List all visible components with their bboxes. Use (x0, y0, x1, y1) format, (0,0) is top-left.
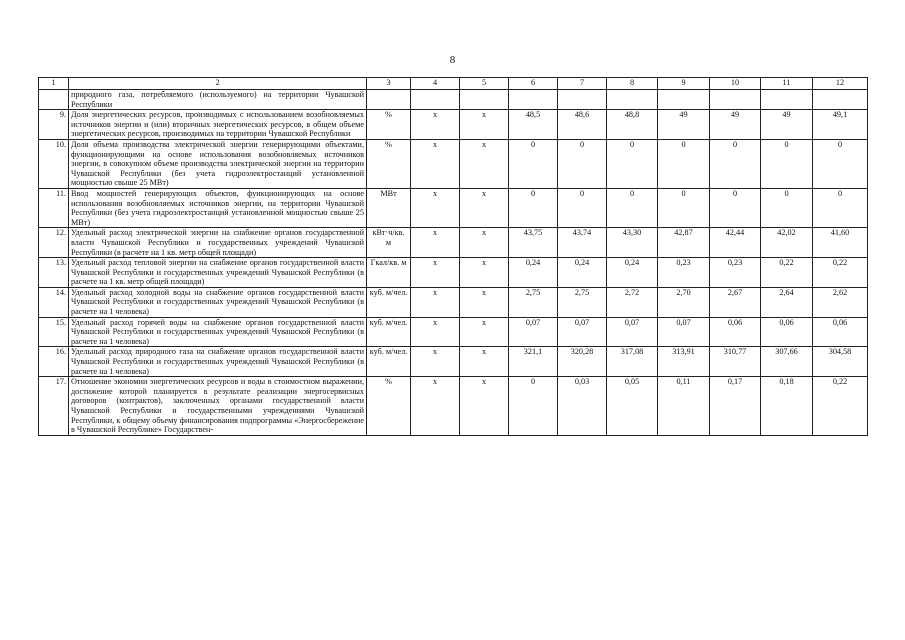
value-cell: 0 (710, 139, 761, 188)
value-cell: 0 (813, 139, 868, 188)
column-header: 7 (558, 78, 607, 90)
row-number: 14. (39, 287, 69, 317)
value-cell: 2,75 (509, 287, 558, 317)
row-number: 15. (39, 317, 69, 347)
row-number: 17. (39, 377, 69, 436)
unit-cell (367, 90, 411, 110)
value-cell: 0,07 (558, 317, 607, 347)
indicator-name: Доля энергетических ресурсов, производимых с использованием возобновляемых источников энергии и (или) вторичных энергетических ресурсов, в общем объеме энергетических ресурсов, производимых на территории Чувашской Республики (69, 110, 367, 140)
value-cell: 0,17 (710, 377, 761, 436)
value-cell: x (460, 258, 509, 288)
indicator-name: Удельный расход тепловой энергии на снабжение органов государственной власти Чувашской Республики и государственных учреждений Чувашской Республики (в расчете на 1 кв. метр общей площади) (69, 258, 367, 288)
value-cell (813, 90, 868, 110)
value-cell: 0 (761, 188, 813, 227)
column-header: 10 (710, 78, 761, 90)
value-cell: 43,30 (607, 228, 658, 258)
value-cell: 0,22 (813, 258, 868, 288)
row-number (39, 90, 69, 110)
value-cell: 2,70 (658, 287, 710, 317)
value-cell: 49 (658, 110, 710, 140)
unit-cell: куб. м/чел. (367, 287, 411, 317)
row-number: 10. (39, 139, 69, 188)
value-cell (558, 90, 607, 110)
value-cell: x (411, 317, 460, 347)
value-cell: 0,11 (658, 377, 710, 436)
unit-cell: % (367, 139, 411, 188)
column-number-row (39, 78, 868, 90)
unit-cell: % (367, 377, 411, 436)
table-row (39, 347, 868, 377)
value-cell: 43,75 (509, 228, 558, 258)
value-cell: 2,64 (761, 287, 813, 317)
value-cell: 49 (710, 110, 761, 140)
value-cell: 0,03 (558, 377, 607, 436)
value-cell: 0,24 (509, 258, 558, 288)
value-cell: 320,28 (558, 347, 607, 377)
indicator-name: Отношение экономии энергетических ресурсов и воды в стоимостном выражении, достижение которой планируется в результате реализации энергосервисных договоров (контрактов), заключенных органами государственной власти Чувашской Республики и государственными учреждениями Чувашской Республики, к общему объему финансирования подпрограммы «Энергосбережение в Чувашской Республике» Государствен- (69, 377, 367, 436)
value-cell: x (460, 317, 509, 347)
indicator-name: Удельный расход горячей воды на снабжение органов государственной власти Чувашской Республики и государственных учреждений Чувашской Республики (в расчете на 1 человека) (69, 317, 367, 347)
value-cell: 0 (658, 188, 710, 227)
column-header: 9 (658, 78, 710, 90)
column-header: 3 (367, 78, 411, 90)
value-cell: x (411, 258, 460, 288)
row-number: 13. (39, 258, 69, 288)
value-cell: 42,87 (658, 228, 710, 258)
value-cell: x (411, 139, 460, 188)
indicator-name: Удельный расход природного газа на снабжение органов государственной власти Чувашской Республики и государственных учреждений Чувашской Республики (в расчете на 1 человека) (69, 347, 367, 377)
table-row (39, 377, 868, 436)
page-number: 8 (449, 54, 456, 66)
value-cell: 0,05 (607, 377, 658, 436)
value-cell: 0 (558, 188, 607, 227)
value-cell: 0 (607, 188, 658, 227)
value-cell: 317,08 (607, 347, 658, 377)
value-cell: 0,24 (607, 258, 658, 288)
value-cell: 48,5 (509, 110, 558, 140)
indicator-name: Удельный расход холодной воды на снабжение органов государственной власти Чувашской Республики и государственных учреждений Чувашской Республики (в расчете на 1 человека) (69, 287, 367, 317)
value-cell (607, 90, 658, 110)
row-number: 9. (39, 110, 69, 140)
value-cell: x (411, 188, 460, 227)
value-cell: x (411, 287, 460, 317)
value-cell: x (411, 110, 460, 140)
unit-cell: МВт (367, 188, 411, 227)
value-cell: 48,8 (607, 110, 658, 140)
unit-cell: % (367, 110, 411, 140)
row-number: 16. (39, 347, 69, 377)
table-row (39, 258, 868, 288)
table-row (39, 139, 868, 188)
value-cell: 0 (509, 377, 558, 436)
indicator-name: Удельный расход электрической энергии на снабжение органов государственной власти Чувашской Республики и государственных учреждений Чувашской Республики (в расчете на 1 кв. метр общей площади) (69, 228, 367, 258)
value-cell: x (460, 110, 509, 140)
column-header: 6 (509, 78, 558, 90)
value-cell: 0 (558, 139, 607, 188)
value-cell: 0,22 (761, 258, 813, 288)
indicators-table (38, 77, 868, 436)
column-header: 5 (460, 78, 509, 90)
value-cell (509, 90, 558, 110)
value-cell: x (460, 377, 509, 436)
value-cell: 321,1 (509, 347, 558, 377)
value-cell: 43,74 (558, 228, 607, 258)
value-cell: 2,67 (710, 287, 761, 317)
value-cell: 0,07 (607, 317, 658, 347)
value-cell: x (460, 228, 509, 258)
value-cell: 0 (509, 188, 558, 227)
value-cell: 0,22 (813, 377, 868, 436)
column-header: 2 (69, 78, 367, 90)
unit-cell: куб. м/чел. (367, 347, 411, 377)
value-cell: 48,6 (558, 110, 607, 140)
table-row (39, 287, 868, 317)
value-cell: 304,58 (813, 347, 868, 377)
value-cell: x (411, 347, 460, 377)
value-cell: 2,72 (607, 287, 658, 317)
value-cell: x (460, 139, 509, 188)
value-cell: 0 (710, 188, 761, 227)
table-row (39, 317, 868, 347)
value-cell: 42,44 (710, 228, 761, 258)
indicator-name: Ввод мощностей генерирующих объектов, функционирующих на основе использования возобновляемых источников энергии, на территории Чувашской Республики (без учета гидроэлектростанций установленной мощностью свыше 25 МВт) (69, 188, 367, 227)
value-cell (411, 90, 460, 110)
column-header: 12 (813, 78, 868, 90)
value-cell: x (460, 347, 509, 377)
value-cell: x (460, 287, 509, 317)
indicator-name: Доля объема производства электрической энергии генерирующими объектами, функционирующими на основе использования возобновляемых источников энергии, в совокупном объеме производства электрической энергии на территории Чувашской Республики (без учета гидроэлектростанций установленной мощностью свыше 25 МВт) (69, 139, 367, 188)
column-header: 8 (607, 78, 658, 90)
value-cell: 0 (761, 139, 813, 188)
indicator-name: природного газа, потребляемого (используемого) на территории Чувашской Республики (69, 90, 367, 110)
value-cell (761, 90, 813, 110)
value-cell: 0,06 (710, 317, 761, 347)
value-cell: 0 (607, 139, 658, 188)
table-row (39, 90, 868, 110)
value-cell: 2,75 (558, 287, 607, 317)
row-number: 11. (39, 188, 69, 227)
table-row (39, 110, 868, 140)
value-cell (710, 90, 761, 110)
value-cell: 0,07 (509, 317, 558, 347)
value-cell: x (460, 188, 509, 227)
unit-cell: куб. м/чел. (367, 317, 411, 347)
value-cell: 0,24 (558, 258, 607, 288)
value-cell: 0 (813, 188, 868, 227)
table-row (39, 228, 868, 258)
value-cell (658, 90, 710, 110)
table-body (39, 90, 868, 436)
column-header: 11 (761, 78, 813, 90)
value-cell: 0,23 (658, 258, 710, 288)
value-cell: x (411, 377, 460, 436)
value-cell: 0,06 (761, 317, 813, 347)
value-cell: x (411, 228, 460, 258)
table-row (39, 188, 868, 227)
value-cell: 0,07 (658, 317, 710, 347)
column-header: 1 (39, 78, 69, 90)
value-cell: 310,77 (710, 347, 761, 377)
value-cell: 49 (761, 110, 813, 140)
unit-cell: кВт·ч/кв. м (367, 228, 411, 258)
value-cell: 0,23 (710, 258, 761, 288)
unit-cell: Гкал/кв. м (367, 258, 411, 288)
value-cell: 313,91 (658, 347, 710, 377)
value-cell: 307,66 (761, 347, 813, 377)
column-header: 4 (411, 78, 460, 90)
value-cell (460, 90, 509, 110)
value-cell: 42,02 (761, 228, 813, 258)
value-cell: 49,1 (813, 110, 868, 140)
value-cell: 0,06 (813, 317, 868, 347)
value-cell: 0 (509, 139, 558, 188)
value-cell: 41,60 (813, 228, 868, 258)
value-cell: 2,62 (813, 287, 868, 317)
value-cell: 0 (658, 139, 710, 188)
value-cell: 0,18 (761, 377, 813, 436)
row-number: 12. (39, 228, 69, 258)
